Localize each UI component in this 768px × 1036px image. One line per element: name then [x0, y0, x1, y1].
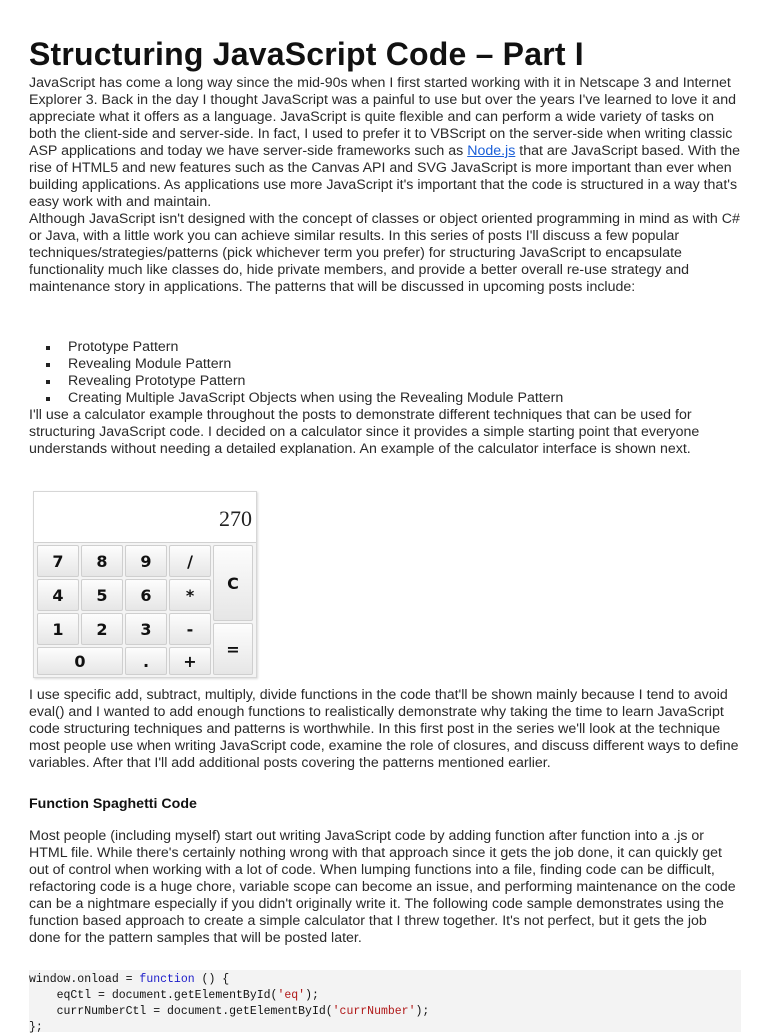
- add-button[interactable]: +: [169, 647, 211, 675]
- list-item: [29, 390, 729, 407]
- calculator-display: [34, 492, 256, 543]
- decimal-button[interactable]: .: [125, 647, 167, 675]
- code-text: () {: [194, 973, 230, 986]
- code-string: 'currNumber': [332, 1005, 416, 1018]
- page-title: Structuring JavaScript Code – Part I: [29, 36, 584, 72]
- divide-button[interactable]: /: [169, 545, 211, 577]
- nodejs-link[interactable]: Node.js: [467, 143, 516, 159]
- calculator-figure: [33, 491, 257, 678]
- code-text: window.onload =: [29, 973, 140, 986]
- key-1-button[interactable]: 1: [37, 613, 79, 645]
- intro-paragraph: [29, 75, 741, 211]
- key-3-button[interactable]: 3: [125, 613, 167, 645]
- spaghetti-paragraph: Most people (including myself) start out writing JavaScript code by adding function after function into a .js or HTML file. While there's certainly nothing wrong with that approach since it gets the job done, it can quickly get out of control when working with a lot of code. When lumping functions into a file, finding code can be difficult, refactoring code is a huge chore, variable scope can become an issue, and performing maintenance on the code can be a nightmare especially if you didn't originally write it. The following code sample demonstrates using the function based approach to create a simple calculator that I threw together. It's not perfect, but it gets the job done for the pattern samples that will be posted later.: [29, 828, 736, 946]
- list-item: [29, 339, 729, 356]
- patterns-list: [29, 339, 729, 407]
- equals-button[interactable]: =: [213, 623, 253, 675]
- calculator-intro-paragraph: I'll use a calculator example throughout the posts to demonstrate different techniques that can be used for structuring JavaScript code. I decided on a calculator since it provides a simple starting point that everyone understands without needing a detailed explanation. An example of the calculator interface is shown next.: [29, 407, 700, 457]
- clear-button[interactable]: C: [213, 545, 253, 621]
- code-text: );: [305, 989, 319, 1002]
- key-0-button[interactable]: 0: [37, 647, 123, 675]
- list-item-label: Creating Multiple JavaScript Objects when using the Revealing Module Pattern: [68, 390, 564, 406]
- patterns-intro-paragraph: Although JavaScript isn't designed with the concept of classes or object oriented programming in mind as with C# or Java, with a little work you can achieve similar results. In this series of posts I'll discuss a few popular techniques/strategies/patterns (pick whichever term you prefer) for structuring JavaScript to encapsulate functionality much like classes do, hide private members, and provide a better overall re-use strategy and maintenance story in applications. The patterns that will be discussed in upcoming posts include:: [29, 211, 740, 295]
- list-item: [29, 356, 729, 373]
- code-text: currNumberCtl = document.getElementById(: [29, 1005, 333, 1018]
- section-heading: Function Spaghetti Code: [29, 796, 197, 812]
- code-line: };: [29, 1021, 43, 1034]
- key-9-button[interactable]: 9: [125, 545, 167, 577]
- code-text: eqCtl = document.getElementById(: [29, 989, 278, 1002]
- code-text: );: [415, 1005, 430, 1018]
- code-line: [29, 1005, 429, 1018]
- list-item-label: Revealing Prototype Pattern: [68, 373, 246, 389]
- list-item-label: Revealing Module Pattern: [68, 356, 232, 372]
- functions-paragraph: I use specific add, subtract, multiply, divide functions in the code that'll be shown mainly because I tend to avoid eval() and I wanted to add enough functions to realistically demonstrate why taking the time to learn JavaScript code structuring techniques and patterns is worthwhile. In this first post in the series we'll look at the technique most people use when writing JavaScript code, examine the role of closures, and discuss different ways to define variables. After that I'll add additional posts covering the patterns mentioned earlier.: [29, 687, 739, 771]
- key-7-button[interactable]: 7: [37, 545, 79, 577]
- list-item-label: Prototype Pattern: [68, 339, 179, 355]
- bullet-icon: [46, 363, 50, 367]
- subtract-button[interactable]: -: [169, 613, 211, 645]
- code-block: [29, 970, 741, 1032]
- list-item: [29, 373, 729, 390]
- key-5-button[interactable]: 5: [81, 579, 123, 611]
- code-keyword: function: [139, 973, 195, 986]
- bullet-icon: [46, 397, 50, 401]
- calculator-display-value: 270: [219, 506, 252, 531]
- key-8-button[interactable]: 8: [81, 545, 123, 577]
- bullet-icon: [46, 346, 50, 350]
- code-line: [29, 973, 229, 986]
- intro-text-before-link: JavaScript has come a long way since the mid-90s when I first started working with it in Netscape 3 and Internet Explorer 3. Back in the day I thought JavaScript was a painful to use but over the years I've learned to love it and appreciate what it offers as a language. JavaScript is quite flexible and can perform a wide variety of tasks on both the client-side and server-side. In fact, I used to prefer it to VBScript on the server-side when writing classic ASP applications and today we have server-side frameworks such as: [29, 75, 736, 159]
- bullet-icon: [46, 380, 50, 384]
- key-2-button[interactable]: 2: [81, 613, 123, 645]
- code-string: 'eq': [277, 989, 306, 1002]
- intro-text-after-link: that are JavaScript based. With the rise of HTML5 and new features such as the Canvas API and SVG JavaScript is more important than ever when building applications. As applications use more JavaScript it's important that the code is structured in a way that's easy work with and maintain.: [29, 143, 741, 210]
- code-line: [29, 989, 319, 1002]
- key-6-button[interactable]: 6: [125, 579, 167, 611]
- key-4-button[interactable]: 4: [37, 579, 79, 611]
- multiply-button[interactable]: *: [169, 579, 211, 611]
